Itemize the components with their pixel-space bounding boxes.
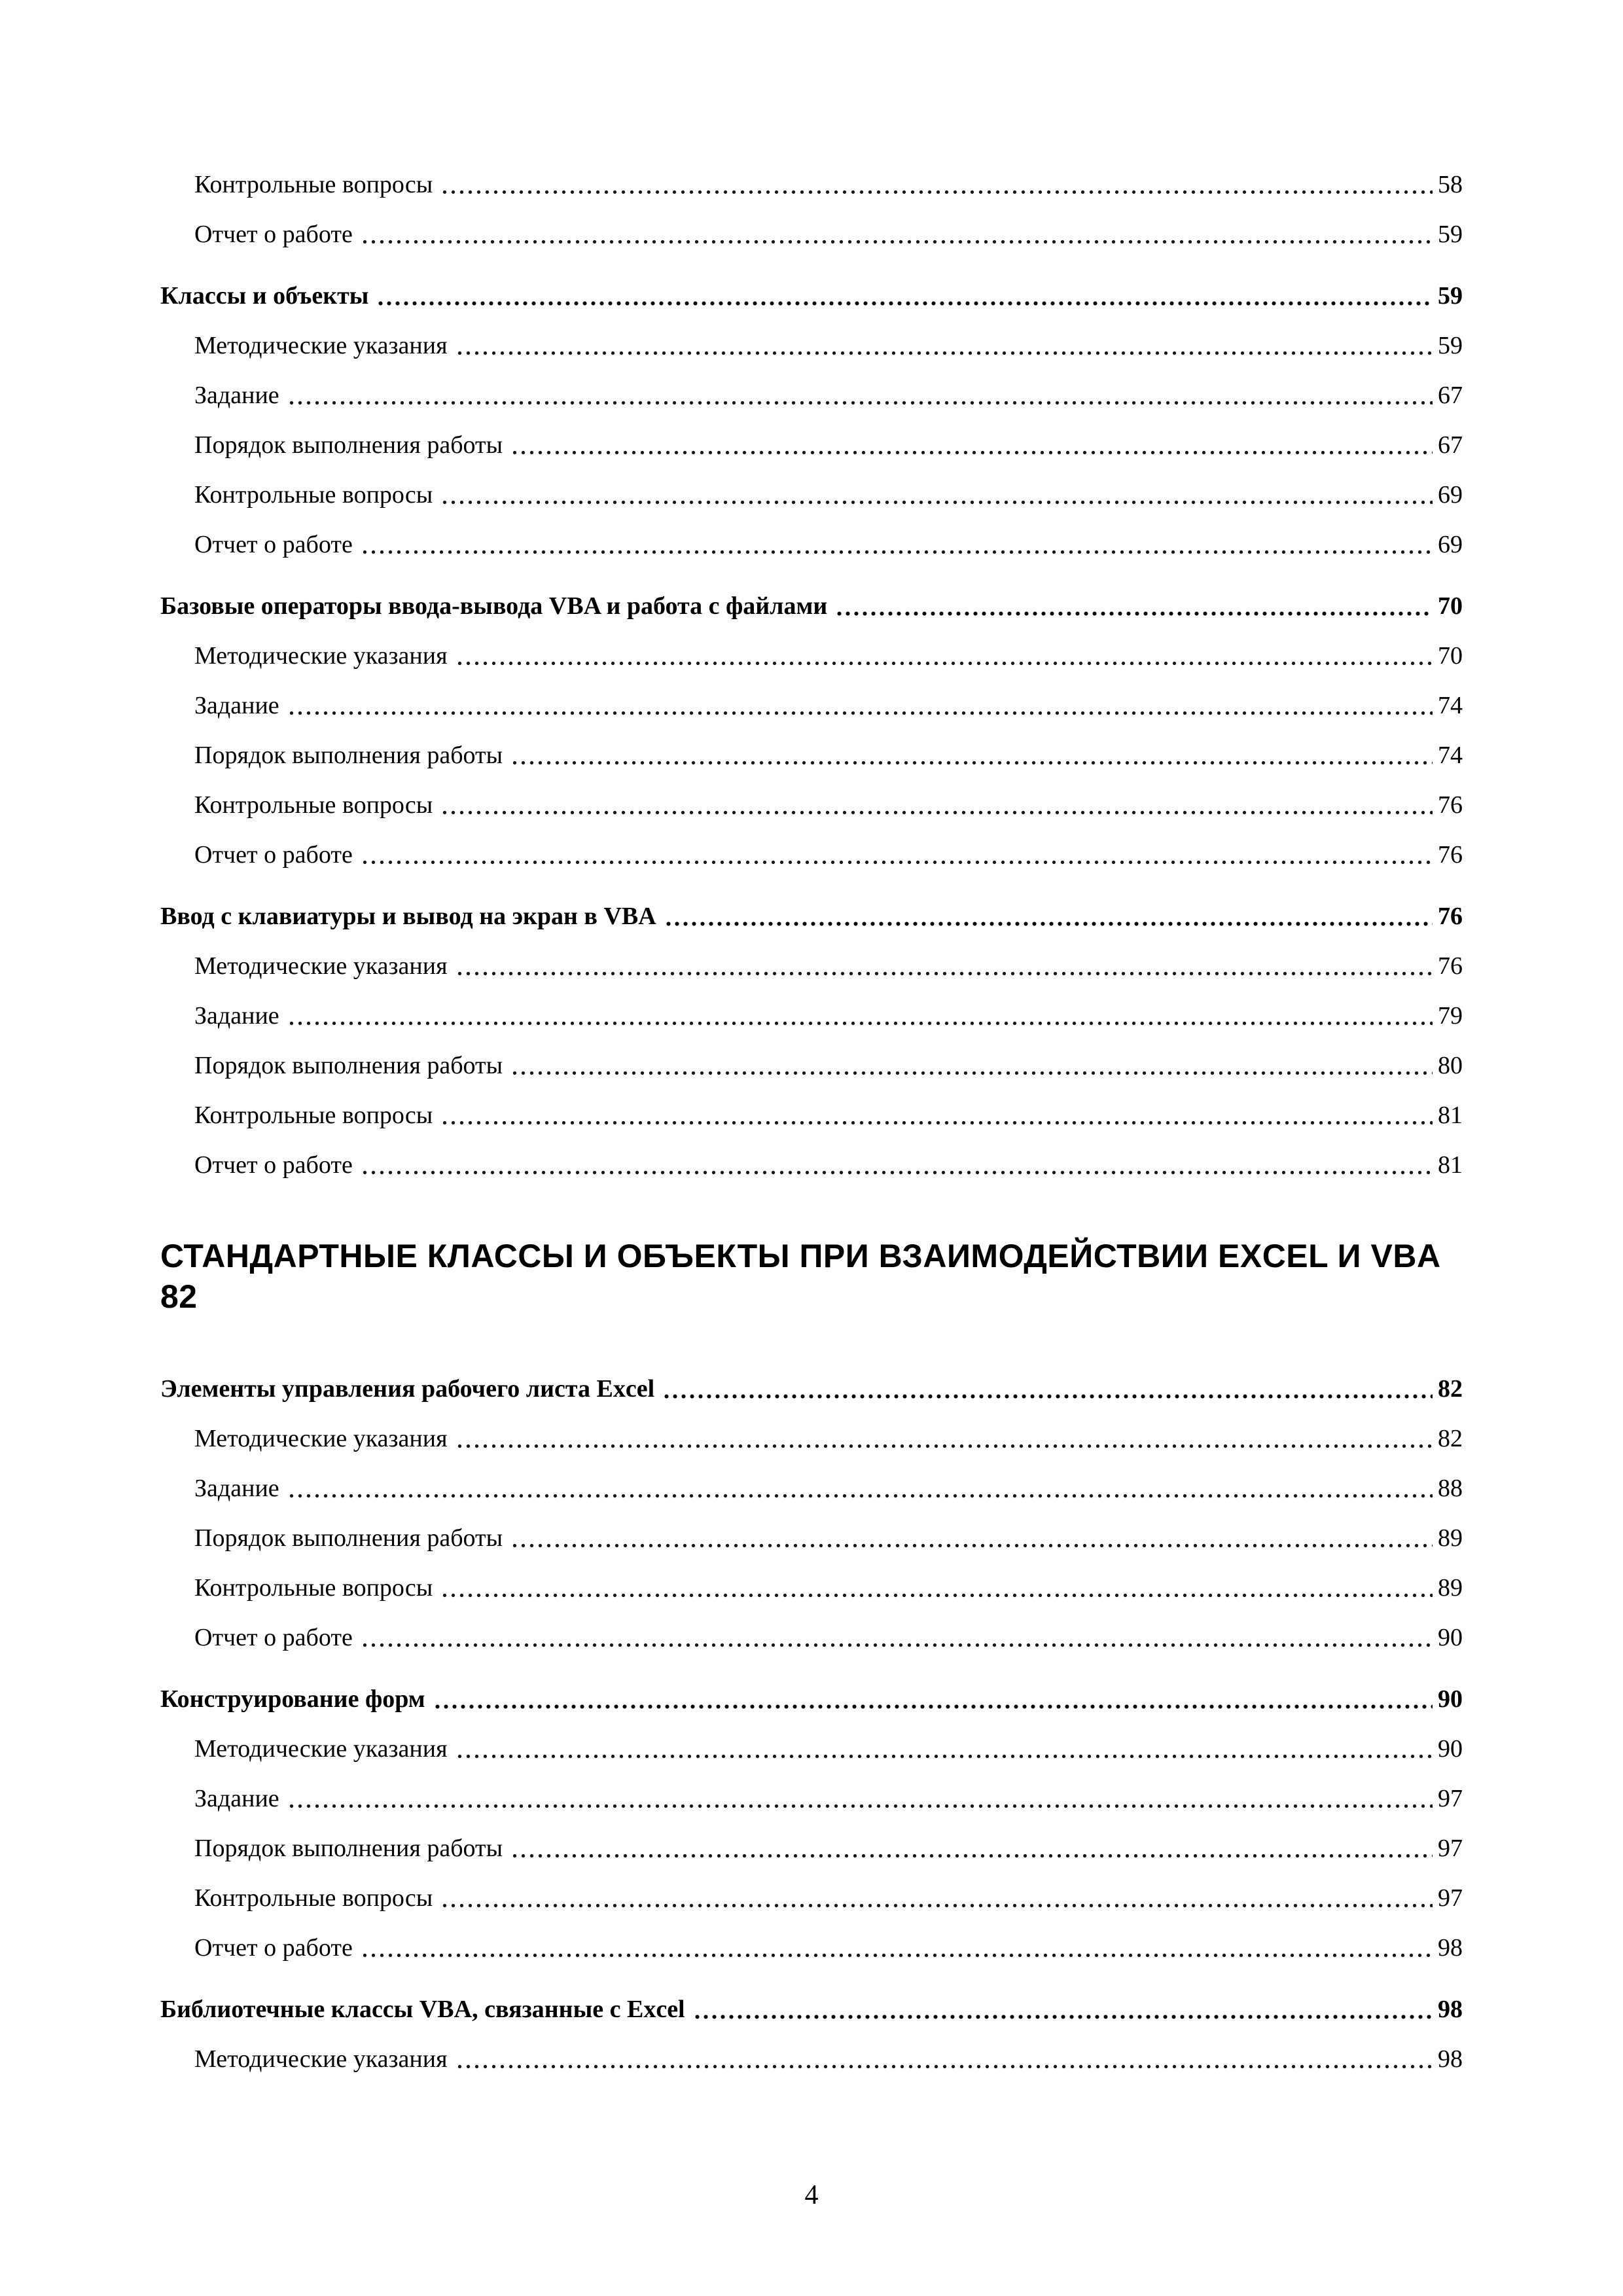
toc-entry-page-number: 97: [1438, 1785, 1463, 1812]
toc-entry-label: Контрольные вопросы: [194, 1884, 433, 1912]
toc-dot-leader: [440, 479, 1433, 511]
toc-dot-leader: [455, 1733, 1433, 1765]
toc-entry-label: Конструирование форм: [160, 1685, 425, 1713]
toc-entry: [160, 1882, 1463, 1914]
toc-entry-label: Методические указания: [194, 642, 448, 670]
toc-entry: [160, 690, 1463, 721]
toc-entry-label: Контрольные вопросы: [194, 791, 433, 819]
toc-dot-leader: [455, 2043, 1433, 2075]
toc-entry-label: Порядок выполнения работы: [194, 742, 503, 769]
toc-dot-leader: [440, 789, 1433, 821]
toc-group: [160, 1373, 1463, 1653]
toc-entry-label: Базовые операторы ввода-вывода VBA и работа с файлами: [160, 592, 828, 620]
toc-entry-page-number: 81: [1438, 1151, 1463, 1179]
toc-entry-page-number: 88: [1438, 1475, 1463, 1502]
toc-entry: [160, 479, 1463, 511]
toc-entry-page-number: 82: [1438, 1425, 1463, 1452]
toc-entry-label: Отчет о работе: [194, 1624, 353, 1651]
toc-entry-label: Задание: [194, 692, 279, 719]
toc-entry-label: Контрольные вопросы: [194, 1574, 433, 1602]
toc-dot-leader: [510, 1833, 1433, 1864]
toc-entry-page-number: 76: [1438, 903, 1463, 930]
toc-dot-leader: [287, 1783, 1433, 1814]
toc-entry: [160, 219, 1463, 250]
toc-entry-page-number: 67: [1438, 382, 1463, 409]
toc-entry-label: Контрольные вопросы: [194, 1102, 433, 1129]
toc-dot-leader: [440, 1882, 1433, 1914]
toc-entry-label: Порядок выполнения работы: [194, 431, 503, 459]
toc-dot-leader: [361, 1149, 1433, 1181]
toc-entry-page-number: 69: [1438, 531, 1463, 558]
toc-entry: [160, 1572, 1463, 1604]
toc-entry-page-number: 80: [1438, 1052, 1463, 1079]
chapter-heading: [160, 1236, 1463, 1317]
toc-entry-label: Контрольные вопросы: [194, 481, 433, 509]
toc-dot-leader: [287, 690, 1433, 721]
toc-entry: [160, 1733, 1463, 1765]
toc-entry: [160, 1783, 1463, 1814]
toc-dot-leader: [662, 1373, 1433, 1405]
toc-entry-label: Методические указания: [194, 952, 448, 980]
toc-entry-page-number: 89: [1438, 1574, 1463, 1602]
toc-entry-page-number: 98: [1438, 1934, 1463, 1962]
toc-entry: [160, 1000, 1463, 1031]
toc-dot-leader: [361, 529, 1433, 560]
toc-entry: [160, 1833, 1463, 1864]
toc-entry-page-number: 76: [1438, 791, 1463, 819]
toc-entry-label: Методические указания: [194, 2045, 448, 2073]
toc-entry-label: Элементы управления рабочего листа Excel: [160, 1375, 655, 1403]
toc-entry-page-number: 98: [1438, 2045, 1463, 2073]
toc: [160, 169, 1463, 2105]
toc-dot-leader: [376, 280, 1433, 312]
toc-dot-leader: [510, 740, 1433, 771]
toc-entry-label: Отчет о работе: [194, 1934, 353, 1962]
toc-entry-label: Ввод с клавиатуры и вывод на экран в VBA: [160, 903, 656, 930]
toc-entry-page-number: 74: [1438, 742, 1463, 769]
toc-entry: [160, 1373, 1463, 1405]
toc-entry-label: Методические указания: [194, 1425, 448, 1452]
toc-entry: [160, 950, 1463, 982]
toc-dot-leader: [440, 1100, 1433, 1131]
toc-entry-page-number: 98: [1438, 1996, 1463, 2023]
toc-group: [160, 169, 1463, 250]
toc-entry: [160, 1622, 1463, 1653]
toc-entry: [160, 1423, 1463, 1454]
toc-dot-leader: [455, 950, 1433, 982]
toc-entry-label: Классы и объекты: [160, 282, 369, 310]
toc-entry: [160, 590, 1463, 622]
toc-dot-leader: [510, 1050, 1433, 1081]
toc-entry: [160, 1473, 1463, 1504]
toc-entry-page-number: 59: [1438, 332, 1463, 359]
toc-dot-leader: [287, 380, 1433, 411]
toc-dot-leader: [835, 590, 1433, 622]
toc-entry-page-number: 76: [1438, 952, 1463, 980]
toc-entry: [160, 380, 1463, 411]
toc-entry-label: Библиотечные классы VBA, связанные с Excel: [160, 1996, 685, 2023]
toc-entry-page-number: 81: [1438, 1102, 1463, 1129]
toc-entry-label: Порядок выполнения работы: [194, 1835, 503, 1862]
toc-entry-label: Отчет о работе: [194, 1151, 353, 1179]
toc-entry-page-number: 67: [1438, 431, 1463, 459]
toc-entry-label: Задание: [194, 1002, 279, 1030]
toc-dot-leader: [455, 330, 1433, 361]
toc-entry-page-number: 74: [1438, 692, 1463, 719]
toc-dot-leader: [361, 219, 1433, 250]
toc-entry-page-number: 79: [1438, 1002, 1463, 1030]
toc-entry: [160, 330, 1463, 361]
toc-entry: [160, 1149, 1463, 1181]
toc-entry-page-number: 76: [1438, 841, 1463, 869]
toc-entry-page-number: 59: [1438, 221, 1463, 248]
toc-entry: [160, 789, 1463, 821]
toc-entry-label: Методические указания: [194, 1735, 448, 1763]
toc-entry: [160, 1683, 1463, 1715]
toc-entry: [160, 901, 1463, 932]
toc-entry-label: Порядок выполнения работы: [194, 1524, 503, 1552]
toc-entry-label: Задание: [194, 382, 279, 409]
toc-entry-label: Порядок выполнения работы: [194, 1052, 503, 1079]
toc-entry-label: Задание: [194, 1475, 279, 1502]
toc-dot-leader: [664, 901, 1433, 932]
toc-entry: [160, 529, 1463, 560]
toc-entry-page-number: 70: [1438, 592, 1463, 620]
toc-dot-leader: [510, 1522, 1433, 1554]
toc-entry-label: Отчет о работе: [194, 531, 353, 558]
toc-entry: [160, 1522, 1463, 1554]
toc-dot-leader: [440, 1572, 1433, 1604]
toc-entry: [160, 640, 1463, 672]
toc-dot-leader: [361, 1932, 1433, 1964]
toc-entry-page-number: 70: [1438, 642, 1463, 670]
toc-group: [160, 590, 1463, 870]
toc-entry-label: Контрольные вопросы: [194, 171, 433, 198]
toc-dot-leader: [693, 1994, 1433, 2025]
toc-dot-leader: [361, 839, 1433, 870]
toc-dot-leader: [440, 169, 1433, 200]
toc-group: [160, 280, 1463, 560]
toc-entry: [160, 740, 1463, 771]
toc-entry-label: Задание: [194, 1785, 279, 1812]
toc-entry-label: Отчет о работе: [194, 221, 353, 248]
toc-entry-page-number: 69: [1438, 481, 1463, 509]
toc-entry: [160, 429, 1463, 461]
toc-entry-label: Методические указания: [194, 332, 448, 359]
toc-group: [160, 1994, 1463, 2075]
toc-entry: [160, 169, 1463, 200]
toc-entry: [160, 1050, 1463, 1081]
toc-entry-label: Отчет о работе: [194, 841, 353, 869]
chapter-page-number: 82: [160, 1278, 198, 1315]
page-number-footer: 4: [804, 2180, 819, 2210]
toc-entry: [160, 280, 1463, 312]
toc-entry: [160, 1932, 1463, 1964]
toc-entry-page-number: 90: [1438, 1624, 1463, 1651]
toc-entry: [160, 1994, 1463, 2025]
toc-dot-leader: [433, 1683, 1433, 1715]
toc-entry: [160, 839, 1463, 870]
toc-dot-leader: [287, 1000, 1433, 1031]
toc-entry-page-number: 58: [1438, 171, 1463, 198]
toc-entry-page-number: 97: [1438, 1835, 1463, 1862]
toc-entry-page-number: 90: [1438, 1735, 1463, 1763]
toc-entry: [160, 1100, 1463, 1131]
toc-dot-leader: [455, 640, 1433, 672]
toc-entry-page-number: 90: [1438, 1685, 1463, 1713]
toc-entry-page-number: 97: [1438, 1884, 1463, 1912]
toc-group: [160, 901, 1463, 1181]
toc-dot-leader: [455, 1423, 1433, 1454]
toc-entry-page-number: 89: [1438, 1524, 1463, 1552]
toc-dot-leader: [510, 429, 1433, 461]
toc-group: [160, 1683, 1463, 1964]
toc-entry-page-number: 82: [1438, 1375, 1463, 1403]
toc-dot-leader: [361, 1622, 1433, 1653]
toc-entry: [160, 2043, 1463, 2075]
chapter-title: СТАНДАРТНЫЕ КЛАССЫ И ОБЪЕКТЫ ПРИ ВЗАИМОДЕЙСТВИИ EXCEL И VBA: [160, 1238, 1440, 1274]
toc-dot-leader: [287, 1473, 1433, 1504]
toc-entry-page-number: 59: [1438, 282, 1463, 310]
